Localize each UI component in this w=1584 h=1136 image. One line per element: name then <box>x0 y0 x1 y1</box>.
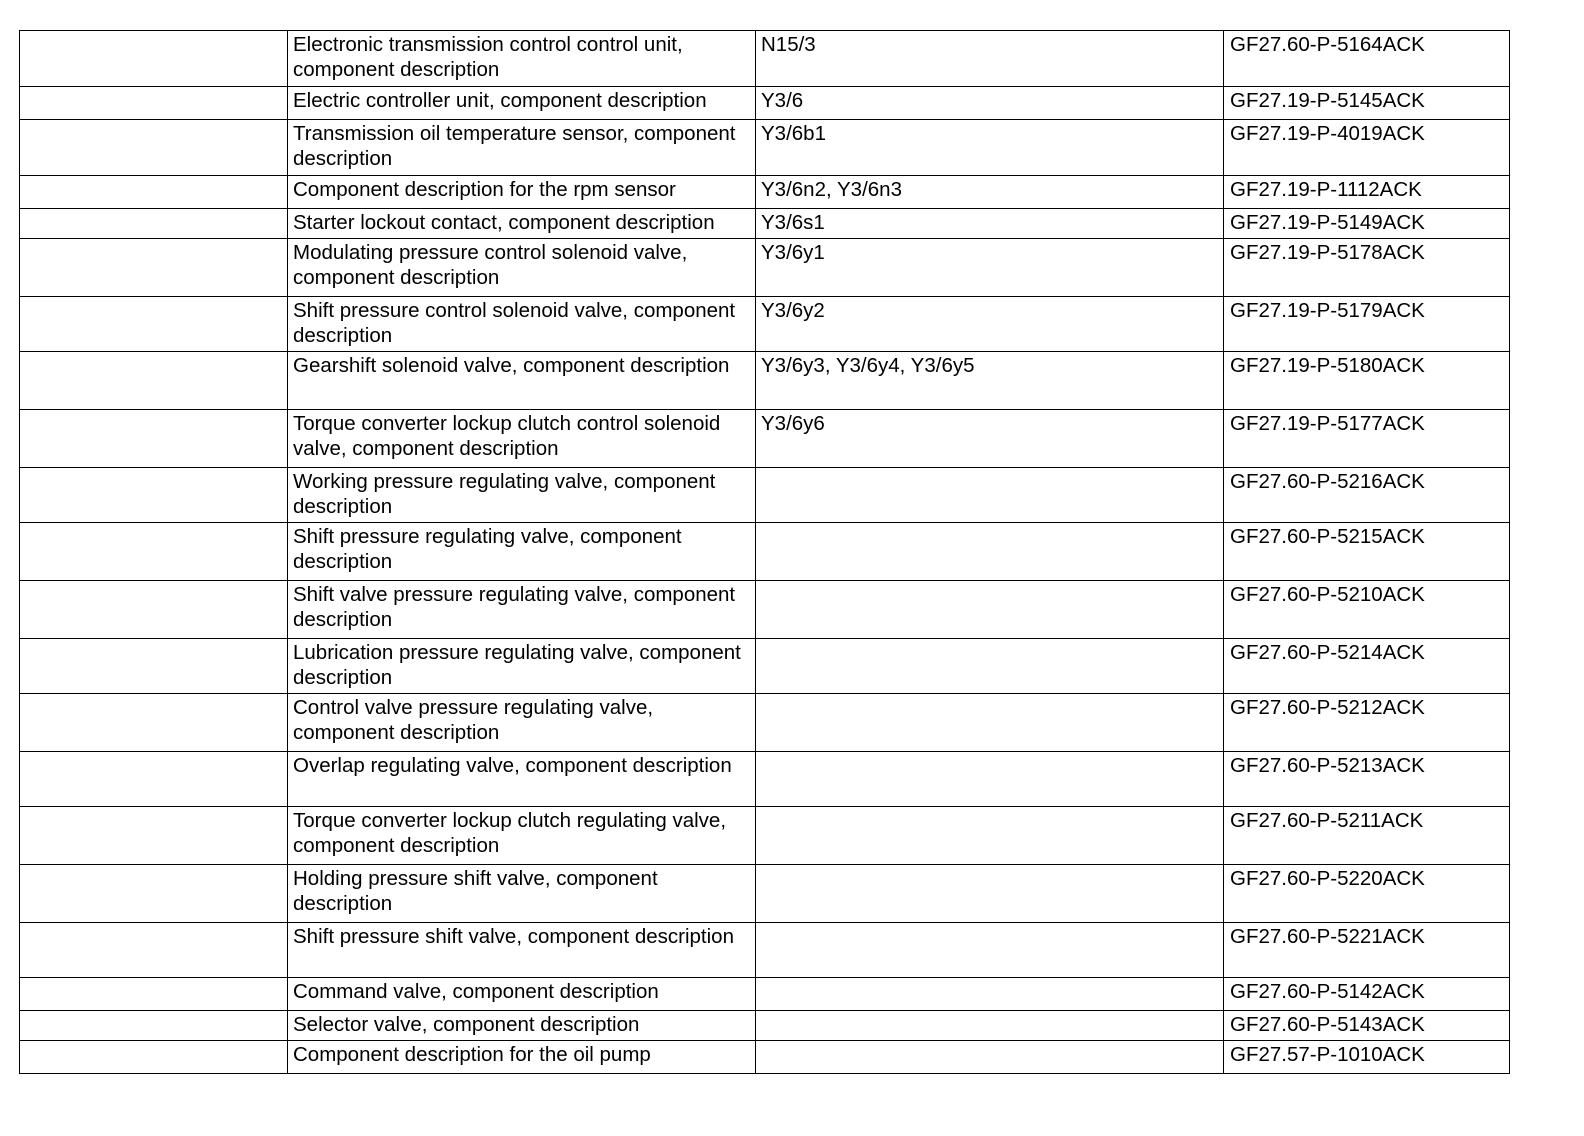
blank-cell <box>20 752 288 807</box>
description-cell: Component description for the rpm sensor <box>288 176 756 209</box>
blank-cell <box>20 120 288 176</box>
component-code-cell <box>756 1011 1224 1041</box>
description-cell: Electric controller unit, component description <box>288 87 756 120</box>
document-number-cell: GF27.19-P-4019ACK <box>1224 120 1510 176</box>
description-cell: Selector valve, component description <box>288 1011 756 1041</box>
table-row <box>20 807 1510 865</box>
blank-cell <box>20 978 288 1011</box>
document-number-cell: GF27.19-P-5177ACK <box>1224 410 1510 468</box>
document-number-cell: GF27.60-P-5220ACK <box>1224 865 1510 923</box>
component-code-cell: Y3/6b1 <box>756 120 1224 176</box>
component-code-cell: Y3/6y2 <box>756 297 1224 352</box>
table-row <box>20 1011 1510 1041</box>
table-row <box>20 865 1510 923</box>
component-code-cell <box>756 807 1224 865</box>
table-row <box>20 523 1510 581</box>
table-row <box>20 209 1510 239</box>
description-cell: Electronic transmission control control unit, component description <box>288 31 756 87</box>
document-number-cell: GF27.60-P-5214ACK <box>1224 639 1510 694</box>
table-row <box>20 923 1510 978</box>
table-row <box>20 31 1510 87</box>
description-cell: Overlap regulating valve, component description <box>288 752 756 807</box>
blank-cell <box>20 581 288 639</box>
blank-cell <box>20 865 288 923</box>
description-cell: Component description for the oil pump <box>288 1041 756 1074</box>
blank-cell <box>20 297 288 352</box>
component-code-cell <box>756 923 1224 978</box>
table-row <box>20 468 1510 523</box>
document-number-cell: GF27.60-P-5164ACK <box>1224 31 1510 87</box>
component-code-cell: Y3/6y6 <box>756 410 1224 468</box>
table-row <box>20 297 1510 352</box>
document-number-cell: GF27.60-P-5211ACK <box>1224 807 1510 865</box>
table-row <box>20 410 1510 468</box>
component-code-cell: Y3/6n2, Y3/6n3 <box>756 176 1224 209</box>
component-code-cell <box>756 978 1224 1011</box>
component-code-cell: Y3/6s1 <box>756 209 1224 239</box>
table-row <box>20 239 1510 297</box>
blank-cell <box>20 523 288 581</box>
table-row <box>20 87 1510 120</box>
blank-cell <box>20 176 288 209</box>
description-cell: Command valve, component description <box>288 978 756 1011</box>
document-number-cell: GF27.60-P-5215ACK <box>1224 523 1510 581</box>
description-cell: Shift pressure shift valve, component description <box>288 923 756 978</box>
table-row <box>20 352 1510 410</box>
document-number-cell: GF27.19-P-5149ACK <box>1224 209 1510 239</box>
blank-cell <box>20 239 288 297</box>
description-cell: Shift pressure regulating valve, component description <box>288 523 756 581</box>
component-code-cell <box>756 865 1224 923</box>
blank-cell <box>20 468 288 523</box>
description-cell: Starter lockout contact, component description <box>288 209 756 239</box>
blank-cell <box>20 209 288 239</box>
description-cell: Gearshift solenoid valve, component description <box>288 352 756 410</box>
component-code-cell: Y3/6 <box>756 87 1224 120</box>
table-body <box>20 31 1510 1074</box>
document-number-cell: GF27.60-P-5212ACK <box>1224 694 1510 752</box>
component-code-cell <box>756 523 1224 581</box>
document-number-cell: GF27.19-P-5179ACK <box>1224 297 1510 352</box>
component-code-cell: N15/3 <box>756 31 1224 87</box>
table-row <box>20 581 1510 639</box>
component-code-cell <box>756 752 1224 807</box>
component-code-cell <box>756 468 1224 523</box>
component-code-cell <box>756 694 1224 752</box>
blank-cell <box>20 1011 288 1041</box>
table-row <box>20 120 1510 176</box>
component-code-cell: Y3/6y1 <box>756 239 1224 297</box>
component-code-cell <box>756 1041 1224 1074</box>
document-number-cell: GF27.60-P-5213ACK <box>1224 752 1510 807</box>
blank-cell <box>20 31 288 87</box>
table-row <box>20 978 1510 1011</box>
table-row <box>20 1041 1510 1074</box>
description-cell: Torque converter lockup clutch regulating valve, component description <box>288 807 756 865</box>
component-reference-table <box>19 30 1510 1074</box>
blank-cell <box>20 639 288 694</box>
blank-cell <box>20 87 288 120</box>
description-cell: Torque converter lockup clutch control solenoid valve, component description <box>288 410 756 468</box>
blank-cell <box>20 410 288 468</box>
description-cell: Lubrication pressure regulating valve, component description <box>288 639 756 694</box>
component-code-cell: Y3/6y3, Y3/6y4, Y3/6y5 <box>756 352 1224 410</box>
blank-cell <box>20 352 288 410</box>
table-row <box>20 694 1510 752</box>
document-number-cell: GF27.60-P-5143ACK <box>1224 1011 1510 1041</box>
description-cell: Shift valve pressure regulating valve, component description <box>288 581 756 639</box>
description-cell: Modulating pressure control solenoid valve, component description <box>288 239 756 297</box>
document-number-cell: GF27.19-P-1112ACK <box>1224 176 1510 209</box>
table-row <box>20 752 1510 807</box>
document-number-cell: GF27.19-P-5145ACK <box>1224 87 1510 120</box>
document-number-cell: GF27.19-P-5178ACK <box>1224 239 1510 297</box>
description-cell: Shift pressure control solenoid valve, component description <box>288 297 756 352</box>
description-cell: Working pressure regulating valve, component description <box>288 468 756 523</box>
document-number-cell: GF27.60-P-5216ACK <box>1224 468 1510 523</box>
document-number-cell: GF27.60-P-5210ACK <box>1224 581 1510 639</box>
blank-cell <box>20 923 288 978</box>
document-number-cell: GF27.19-P-5180ACK <box>1224 352 1510 410</box>
document-number-cell: GF27.60-P-5221ACK <box>1224 923 1510 978</box>
document-number-cell: GF27.60-P-5142ACK <box>1224 978 1510 1011</box>
table-row <box>20 639 1510 694</box>
blank-cell <box>20 694 288 752</box>
component-code-cell <box>756 581 1224 639</box>
table-row <box>20 176 1510 209</box>
component-code-cell <box>756 639 1224 694</box>
description-cell: Holding pressure shift valve, component description <box>288 865 756 923</box>
document-number-cell: GF27.57-P-1010ACK <box>1224 1041 1510 1074</box>
blank-cell <box>20 1041 288 1074</box>
description-cell: Control valve pressure regulating valve, component description <box>288 694 756 752</box>
blank-cell <box>20 807 288 865</box>
description-cell: Transmission oil temperature sensor, component description <box>288 120 756 176</box>
